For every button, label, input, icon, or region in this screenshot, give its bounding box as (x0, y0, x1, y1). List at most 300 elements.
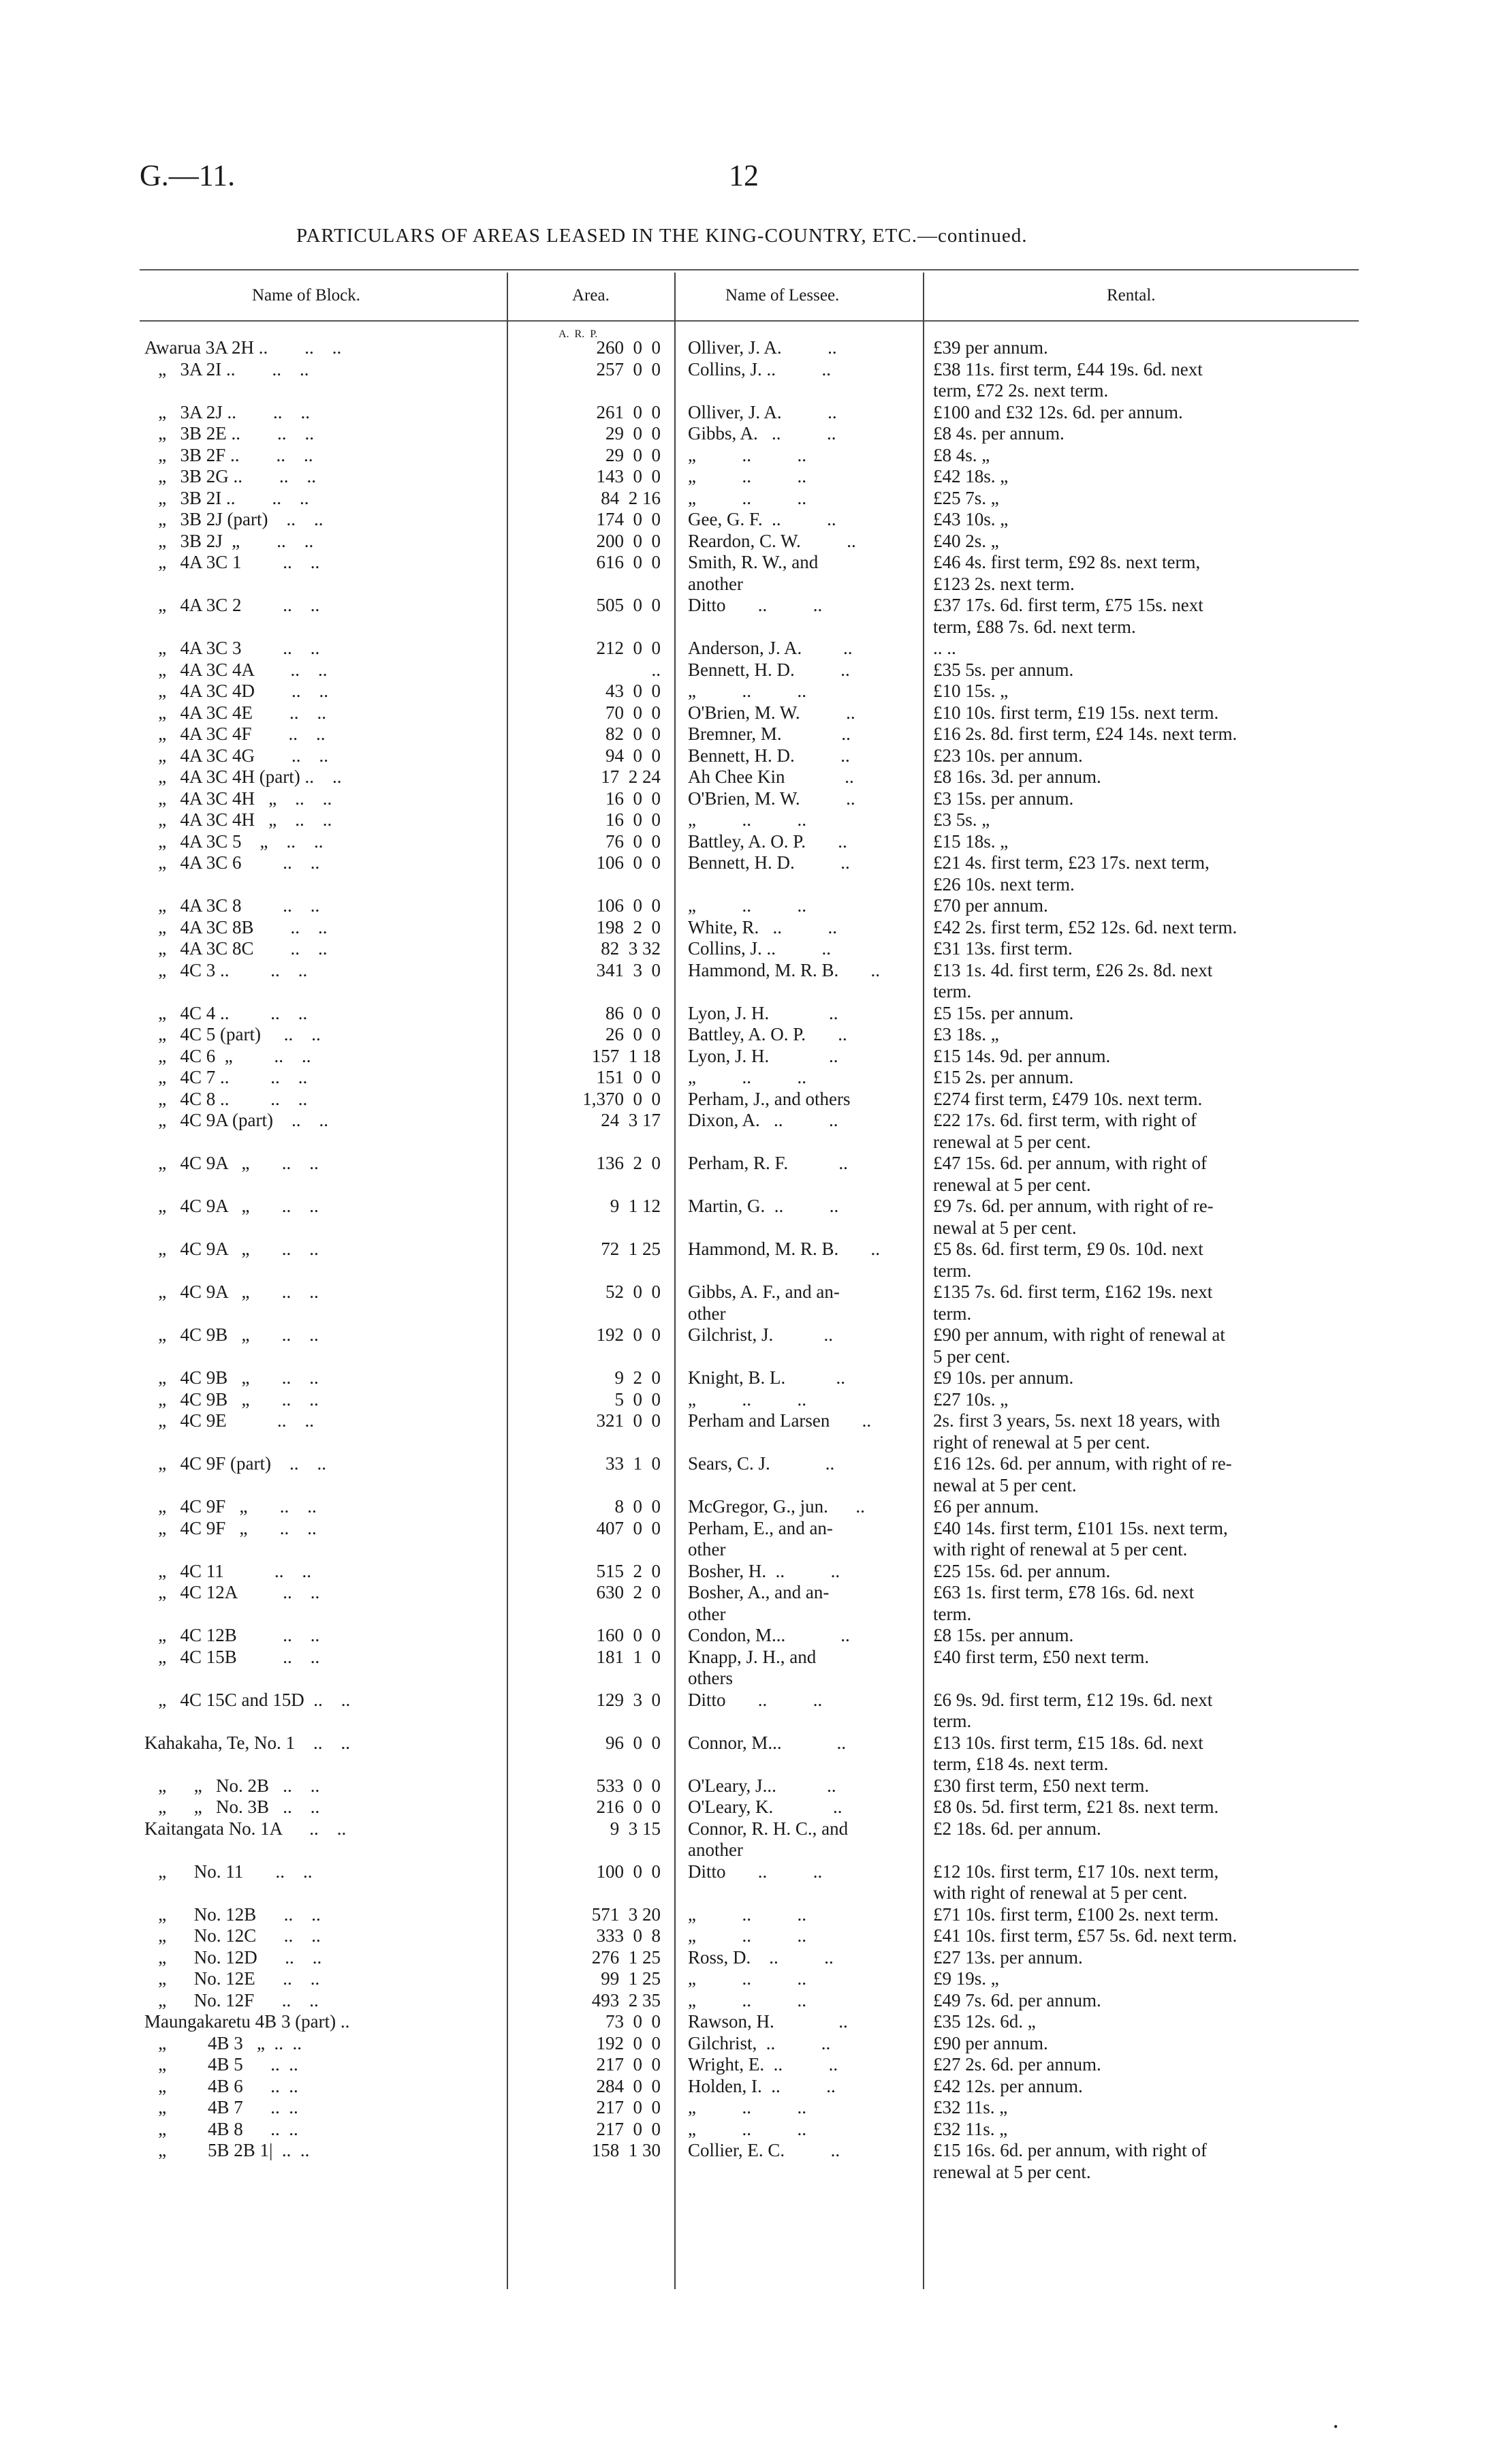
area-cell: 70 0 0 (605, 702, 661, 723)
area-cell: 192 0 0 (596, 1324, 661, 1345)
table-row (0, 1067, 1512, 1089)
table-row (0, 1968, 1512, 1990)
rental-cell: £32 11s. „ (933, 2118, 1008, 2139)
block-name-cell: „ „ No. 2B .. .. (144, 1775, 320, 1796)
rental-cell: £38 11s. first term, £44 19s. 6d. next (933, 358, 1203, 379)
area-cell: 341 3 0 (596, 959, 661, 980)
rental-cell: £9 7s. 6d. per annum, with right of re- (933, 1196, 1214, 1216)
table-row (0, 1754, 1512, 1775)
rental-cell: £32 11s. „ (933, 2097, 1008, 2117)
lessee-cell: other (688, 1539, 726, 1559)
lessee-cell: O'Brien, M. W. .. (688, 702, 855, 723)
area-cell: 17 2 24 (601, 766, 661, 787)
rental-cell: £6 9s. 9d. first term, £12 19s. 6d. next (933, 1689, 1213, 1710)
table-row (0, 1046, 1512, 1068)
table-row (0, 1861, 1512, 1883)
table-row (0, 1089, 1512, 1110)
lessee-cell: „ .. .. (688, 1067, 806, 1087)
lessee-cell: Gibbs, A. F., and an- (688, 1282, 840, 1302)
block-name-cell: „ 4A 3C 5 „ .. .. (144, 830, 324, 852)
block-name-cell: „ 4A 3C 4A .. .. (144, 659, 328, 680)
rental-cell: £27 10s. „ (933, 1388, 1009, 1410)
table-row (0, 745, 1512, 767)
area-cell: 181 1 0 (596, 1646, 661, 1667)
lessee-cell: others (688, 1668, 733, 1688)
area-cell: 1,370 0 0 (582, 1088, 661, 1109)
table-row (0, 1925, 1512, 1947)
lessee-cell: Battley, A. O. P. .. (688, 830, 847, 852)
table-row (0, 1346, 1512, 1368)
block-name-cell: „ 3B 2J „ .. .. (144, 530, 314, 551)
rental-cell: £16 2s. 8d. first term, £24 14s. next term. (933, 724, 1238, 744)
block-name-cell: „ No. 11 .. .. (144, 1861, 313, 1882)
block-name-cell: „ No. 12E .. .. (144, 1968, 320, 1989)
rental-cell: £135 7s. 6d. first term, £162 19s. next (933, 1282, 1213, 1302)
lessee-cell: Gilchrist, .. .. (688, 2032, 831, 2053)
lessee-cell: other (688, 1303, 726, 1324)
table-row (0, 659, 1512, 681)
area-cell: 198 2 0 (596, 916, 661, 937)
block-name-cell: „ 4B 3 „ .. .. (144, 2032, 302, 2053)
lessee-cell: Wright, E. .. .. (688, 2054, 838, 2075)
area-cell: 192 0 0 (596, 2032, 661, 2053)
table-row (0, 1389, 1512, 1411)
rental-cell: £100 and £32 12s. 6d. per annum. (933, 401, 1183, 422)
area-cell: 261 0 0 (596, 401, 661, 422)
area-cell: 493 2 35 (591, 1989, 661, 2010)
block-name-cell: „ 3A 2I .. .. .. (144, 358, 309, 379)
area-cell: 86 0 0 (605, 1002, 661, 1023)
rental-cell: £39 per annum. (933, 337, 1048, 358)
table-row (0, 1882, 1512, 1904)
lessee-cell: other (688, 1603, 726, 1624)
block-name-cell: „ 4C 15C and 15D .. .. (144, 1689, 351, 1710)
rental-cell: term. (933, 981, 972, 1001)
lessee-cell: Knight, B. L. .. (688, 1367, 846, 1388)
block-name-cell: „ 4C 9B „ .. .. (144, 1324, 319, 1345)
block-name-cell: „ 4C 9A „ .. .. (144, 1282, 319, 1302)
column-header-lessee: Name of Lessee. (725, 286, 840, 305)
area-cell: 43 0 0 (605, 681, 661, 701)
rental-cell: £35 5s. per annum. (933, 659, 1074, 680)
rental-cell: £35 12s. 6d. „ (933, 2011, 1036, 2032)
rental-cell: £26 10s. next term. (933, 873, 1075, 895)
area-cell: 143 0 0 (596, 466, 661, 486)
rental-cell: £3 5s. „ (933, 809, 990, 830)
lessee-cell: Rawson, H. .. (688, 2011, 848, 2032)
lessee-cell: Perham, E., and an- (688, 1517, 833, 1538)
table-row (0, 2033, 1512, 2055)
area-cell: 52 0 0 (605, 1282, 661, 1302)
rental-cell: with right of renewal at 5 per cent. (933, 1539, 1188, 1559)
lessee-cell: White, R. .. .. (688, 916, 837, 937)
rental-cell: £8 4s. per annum. (933, 423, 1065, 444)
table-row (0, 1733, 1512, 1754)
table-row (0, 1024, 1512, 1046)
area-cell: 505 0 0 (596, 595, 661, 615)
area-cell: 157 1 18 (591, 1045, 661, 1066)
table-row (0, 1539, 1512, 1561)
column-header-area: Area. (572, 286, 610, 305)
area-cell: 217 0 0 (596, 2118, 661, 2139)
block-name-cell: „ 4C 9F „ .. .. (144, 1517, 317, 1538)
rental-cell: £2 18s. 6d. per annum. (933, 1818, 1101, 1839)
block-name-cell: „ No. 12B .. .. (144, 1904, 321, 1925)
table-row (0, 2054, 1512, 2076)
area-cell: 321 0 0 (596, 1410, 661, 1431)
lessee-cell: Connor, M... .. (688, 1732, 847, 1753)
table-row (0, 402, 1512, 424)
rental-cell: £3 18s. „ (933, 1024, 999, 1044)
area-cell: 284 0 0 (596, 2075, 661, 2096)
area-cell: 212 0 0 (596, 638, 661, 658)
lessee-cell: Gee, G. F. .. .. (688, 509, 836, 529)
area-cell: 174 0 0 (596, 509, 661, 529)
table-row (0, 617, 1512, 638)
block-name-cell: „ 4C 9B „ .. .. (144, 1367, 319, 1388)
rental-cell: £12 10s. first term, £17 10s. next term, (933, 1861, 1219, 1882)
lessee-cell: Hammond, M. R. B. .. (688, 1239, 881, 1259)
table-row (0, 1711, 1512, 1733)
area-cell: 9 2 0 (614, 1367, 661, 1388)
lessee-cell: Perham, J., and others (688, 1088, 851, 1109)
table-row (0, 1003, 1512, 1025)
rental-cell: £5 8s. 6d. first term, £9 0s. 10d. next (933, 1239, 1203, 1259)
rental-cell: £8 16s. 3d. per annum. (933, 766, 1101, 787)
table-row (0, 509, 1512, 531)
rental-cell: term. (933, 1303, 972, 1324)
area-cell: 29 0 0 (605, 444, 661, 465)
lessee-cell: „ .. .. (688, 466, 806, 486)
block-name-cell: „ 3B 2I .. .. .. (144, 487, 309, 508)
block-name-cell: „ 4B 5 .. .. (144, 2054, 298, 2075)
block-name-cell: „ 3B 2G .. .. .. (144, 466, 316, 486)
table-row (0, 1582, 1512, 1604)
block-name-cell: „ 4C 9F (part) .. .. (144, 1453, 326, 1474)
area-cell: 257 0 0 (596, 358, 661, 379)
lessee-cell: O'Brien, M. W. .. (688, 788, 855, 809)
area-cell: 84 2 16 (601, 487, 661, 508)
table-row (0, 531, 1512, 553)
rental-cell: £10 15s. „ (933, 681, 1009, 701)
table-row (0, 488, 1512, 510)
table-row (0, 445, 1512, 467)
table-row (0, 1432, 1512, 1454)
area-cell: 515 2 0 (596, 1560, 661, 1581)
lessee-cell: Battley, A. O. P. .. (688, 1024, 847, 1044)
area-cell: 260 0 0 (596, 337, 661, 358)
table-row (0, 423, 1512, 445)
lessee-cell: Perham, R. F. .. (688, 1153, 848, 1173)
lessee-cell: Gilchrist, J. .. (688, 1324, 833, 1345)
table-row (0, 981, 1512, 1003)
table-row (0, 1282, 1512, 1303)
rental-cell: £71 10s. first term, £100 2s. next term. (933, 1904, 1219, 1925)
block-name-cell: „ 4C 12B .. .. (144, 1625, 320, 1645)
table-row (0, 359, 1512, 381)
rental-cell: £15 18s. „ (933, 830, 1009, 852)
table-row (0, 960, 1512, 982)
table-row (0, 1110, 1512, 1132)
area-cell: 29 0 0 (605, 423, 661, 444)
lessee-cell: Knapp, J. H., and (688, 1646, 817, 1667)
page-title: PARTICULARS OF AREAS LEASED IN THE KING-COUNTRY, ETC.—continued. (296, 225, 1028, 247)
table-row (0, 2140, 1512, 2162)
block-name-cell: „ „ No. 3B .. .. (144, 1797, 320, 1817)
lessee-cell: „ .. .. (688, 2118, 806, 2139)
block-name-cell: Kahakaha, Te, No. 1 .. .. (144, 1732, 351, 1753)
table-row (0, 2097, 1512, 2119)
table-row (0, 552, 1512, 574)
table-row (0, 1947, 1512, 1969)
lessee-cell: „ .. .. (688, 895, 806, 916)
block-name-cell: „ 4C 9A „ .. .. (144, 1153, 319, 1173)
rental-cell: renewal at 5 per cent. (933, 1174, 1091, 1195)
block-name-cell: „ 4A 3C 4H „ .. .. (144, 788, 332, 809)
table-row (0, 1604, 1512, 1626)
block-name-cell: „ 4B 6 .. .. (144, 2075, 298, 2096)
rental-cell: 2s. first 3 years, 5s. next 18 years, with (933, 1410, 1220, 1431)
rental-cell: term, £88 7s. 6d. next term. (933, 616, 1136, 637)
table-row (0, 788, 1512, 810)
area-cell: 94 0 0 (605, 745, 661, 766)
lessee-cell: Ditto .. .. (688, 1861, 823, 1882)
block-name-cell: „ 4C 9B „ .. .. (144, 1388, 319, 1410)
footer-mark: • (1334, 2420, 1338, 2434)
lessee-cell: Bosher, A., and an- (688, 1582, 830, 1602)
rental-cell: £49 7s. 6d. per annum. (933, 1989, 1101, 2010)
block-name-cell: „ 4C 7 .. .. .. (144, 1067, 308, 1087)
lessee-cell: Collins, J. .. .. (688, 938, 832, 959)
rental-cell: £25 7s. „ (933, 487, 999, 508)
rental-cell: £274 first term, £479 10s. next term. (933, 1088, 1203, 1109)
block-name-cell: „ 3A 2J .. .. .. (144, 401, 310, 422)
block-name-cell: „ 4C 3 .. .. .. (144, 959, 308, 980)
lessee-cell: another (688, 1839, 743, 1860)
rental-cell: £27 13s. per annum. (933, 1946, 1083, 1968)
rental-cell: term, £18 4s. next term. (933, 1754, 1109, 1774)
rental-cell: £37 17s. 6d. first term, £75 15s. next (933, 595, 1203, 615)
table-row (0, 1367, 1512, 1389)
area-cell: 24 3 17 (601, 1110, 661, 1130)
area-cell: 82 3 32 (601, 938, 661, 959)
lessee-cell: Bosher, H. .. .. (688, 1560, 840, 1581)
lessee-cell: another (688, 573, 743, 594)
lessee-cell: Collins, J. .. .. (688, 358, 832, 379)
rental-cell: newal at 5 per cent. (933, 1217, 1077, 1238)
rental-cell: £31 13s. first term. (933, 938, 1073, 959)
rental-cell: newal at 5 per cent. (933, 1474, 1077, 1495)
block-name-cell: „ 4B 8 .. .. (144, 2118, 298, 2139)
rental-cell: £13 10s. first term, £15 18s. 6d. next (933, 1732, 1203, 1753)
block-name-cell: „ 4A 3C 3 .. .. (144, 638, 320, 658)
block-name-cell: „ 4C 9A „ .. .. (144, 1239, 319, 1259)
area-cell: 216 0 0 (596, 1797, 661, 1817)
lessee-cell: Bennett, H. D. .. (688, 745, 850, 766)
table-row (0, 895, 1512, 917)
block-name-cell: „ 4C 4 .. .. .. (144, 1002, 308, 1023)
lessee-cell: Reardon, C. W. .. (688, 530, 856, 551)
lessee-cell: Bennett, H. D. .. (688, 852, 850, 873)
lessee-cell: Anderson, J. A. .. (688, 638, 853, 658)
lessee-cell: „ .. .. (688, 444, 806, 465)
rental-cell: £40 first term, £50 next term. (933, 1646, 1150, 1667)
block-name-cell: „ 4A 3C 6 .. .. (144, 852, 320, 873)
table-row (0, 1239, 1512, 1260)
block-name-cell: „ 5B 2B 1| .. .. (144, 2140, 310, 2160)
table-row (0, 809, 1512, 831)
table-row (0, 638, 1512, 659)
rental-cell: 5 per cent. (933, 1346, 1011, 1367)
lessee-cell: Lyon, J. H. .. (688, 1045, 838, 1066)
lessee-cell: Olliver, J. A. .. (688, 337, 837, 358)
block-name-cell: „ 4A 3C 8B .. .. (144, 916, 328, 937)
table-row (0, 1196, 1512, 1217)
area-cell: 151 0 0 (596, 1067, 661, 1087)
table-row (0, 1839, 1512, 1861)
table-row (0, 1475, 1512, 1497)
table-row (0, 1217, 1512, 1239)
area-cell: 100 0 0 (596, 1861, 661, 1882)
area-cell: 33 1 0 (605, 1453, 661, 1474)
lessee-cell: Olliver, J. A. .. (688, 401, 837, 422)
lessee-cell: Smith, R. W., and (688, 552, 819, 572)
area-cell: 9 3 15 (610, 1818, 661, 1839)
table-row (0, 1904, 1512, 1926)
block-name-cell: Kaitangata No. 1A .. .. (144, 1818, 347, 1839)
area-cell: 8 0 0 (614, 1496, 661, 1517)
area-cell: 72 1 25 (601, 1239, 661, 1259)
area-cell: 5 0 0 (614, 1388, 661, 1410)
lessee-cell: Ah Chee Kin .. (688, 766, 854, 787)
table-row (0, 1775, 1512, 1797)
table-row (0, 337, 1512, 359)
rental-cell: £41 10s. first term, £57 5s. 6d. next term. (933, 1925, 1238, 1946)
rental-cell: £9 19s. „ (933, 1968, 999, 1989)
rental-cell: £16 12s. 6d. per annum, with right of re- (933, 1453, 1232, 1474)
rental-cell: term, £72 2s. next term. (933, 380, 1109, 401)
block-name-cell: „ 4C 9F „ .. .. (144, 1496, 317, 1517)
lessee-cell: Bremner, M. .. (688, 724, 851, 744)
table-row (0, 917, 1512, 939)
rental-cell: £70 per annum. (933, 895, 1048, 916)
table-row (0, 724, 1512, 745)
lessee-cell: Perham and Larsen .. (688, 1410, 872, 1431)
table-row (0, 1668, 1512, 1690)
table-row (0, 2011, 1512, 2033)
table-row (0, 1496, 1512, 1518)
rental-cell: £46 4s. first term, £92 8s. next term, (933, 552, 1201, 572)
block-name-cell: „ 4A 3C 4D .. .. (144, 681, 328, 701)
lessee-cell: O'Leary, J... .. (688, 1775, 836, 1796)
table-row (0, 1132, 1512, 1153)
table-row (0, 766, 1512, 788)
lessee-cell: „ .. .. (688, 1904, 806, 1925)
rental-cell: £8 15s. per annum. (933, 1625, 1074, 1645)
area-cell: 136 2 0 (596, 1153, 661, 1173)
table-row (0, 681, 1512, 702)
table-row (0, 2162, 1512, 2184)
lessee-cell: „ .. .. (688, 681, 806, 701)
area-cell: 106 0 0 (596, 895, 661, 916)
area-cell: 160 0 0 (596, 1625, 661, 1645)
area-cell: .. (651, 659, 661, 680)
block-name-cell: „ 4C 8 .. .. .. (144, 1088, 308, 1109)
rental-cell: £22 17s. 6d. first term, with right of (933, 1110, 1197, 1130)
block-name-cell: „ No. 12C .. .. (144, 1925, 321, 1946)
rental-cell: .. .. (933, 638, 956, 658)
block-name-cell: „ 4A 3C 4G .. .. (144, 745, 328, 766)
area-cell: 217 0 0 (596, 2097, 661, 2117)
rental-cell: £15 2s. per annum. (933, 1067, 1074, 1087)
block-name-cell: „ 4A 3C 4H (part) .. .. (144, 766, 342, 787)
block-name-cell: „ 4A 3C 4F .. .. (144, 724, 326, 744)
block-name-cell: „ 4C 11 .. .. (144, 1560, 311, 1581)
table-row (0, 1153, 1512, 1175)
lessee-cell: Lyon, J. H. .. (688, 1002, 838, 1023)
area-cell: 26 0 0 (605, 1024, 661, 1044)
table-row (0, 380, 1512, 402)
rental-cell: £6 per annum. (933, 1496, 1039, 1517)
table-row (0, 1625, 1512, 1647)
lessee-cell: Connor, R. H. C., and (688, 1818, 849, 1839)
rental-cell: term. (933, 1603, 972, 1624)
table-row (0, 1561, 1512, 1583)
rental-cell: £40 14s. first term, £101 15s. next term, (933, 1517, 1228, 1538)
area-cell: 158 1 30 (591, 2140, 661, 2160)
lessee-cell: Dixon, A. .. .. (688, 1110, 838, 1130)
table-row (0, 874, 1512, 896)
block-name-cell: „ 4C 9A „ .. .. (144, 1196, 319, 1216)
block-name-cell: „ 4A 3C 8C .. .. (144, 938, 328, 959)
block-name-cell: „ No. 12D .. .. (144, 1946, 322, 1968)
lessee-cell: Holden, I. .. .. (688, 2075, 836, 2096)
table-row (0, 1324, 1512, 1346)
rental-cell: £40 2s. „ (933, 530, 999, 551)
lessee-cell: Ross, D. .. .. (688, 1946, 834, 1968)
rental-cell: £43 10s. „ (933, 509, 1009, 529)
rental-cell: right of renewal at 5 per cent. (933, 1431, 1150, 1453)
table-row (0, 1690, 1512, 1711)
rental-cell: £63 1s. first term, £78 16s. 6d. next (933, 1582, 1195, 1602)
column-header-rental: Rental. (1107, 286, 1156, 305)
lessee-cell: Ditto .. .. (688, 1689, 823, 1710)
rental-cell: £42 12s. per annum. (933, 2075, 1083, 2096)
rental-cell: £8 0s. 5d. first term, £21 8s. next term. (933, 1797, 1219, 1817)
table-row (0, 938, 1512, 960)
area-cell: 616 0 0 (596, 552, 661, 572)
rental-cell: £3 15s. per annum. (933, 788, 1074, 809)
table-row (0, 1175, 1512, 1196)
lessee-cell: „ .. .. (688, 1925, 806, 1946)
block-name-cell: „ 4C 5 (part) .. .. (144, 1024, 321, 1044)
area-cell: 129 3 0 (596, 1689, 661, 1710)
rental-cell: £47 15s. 6d. per annum, with right of (933, 1153, 1207, 1173)
rental-cell: £123 2s. next term. (933, 573, 1075, 594)
table-row (0, 2076, 1512, 2098)
table-row (0, 1260, 1512, 1282)
block-name-cell: „ 4A 3C 4H „ .. .. (144, 809, 332, 830)
area-cell: 217 0 0 (596, 2054, 661, 2075)
rental-cell: £90 per annum. (933, 2032, 1048, 2053)
rental-cell: £10 10s. first term, £19 15s. next term. (933, 702, 1219, 723)
lessee-cell: „ .. .. (688, 1989, 806, 2010)
area-cell: 16 0 0 (605, 788, 661, 809)
rental-cell: £13 1s. 4d. first term, £26 2s. 8d. next (933, 959, 1213, 980)
lessee-cell: Martin, G. .. .. (688, 1196, 839, 1216)
block-name-cell: „ 3B 2E .. .. .. (144, 423, 314, 444)
lessee-cell: Condon, M... .. (688, 1625, 850, 1645)
